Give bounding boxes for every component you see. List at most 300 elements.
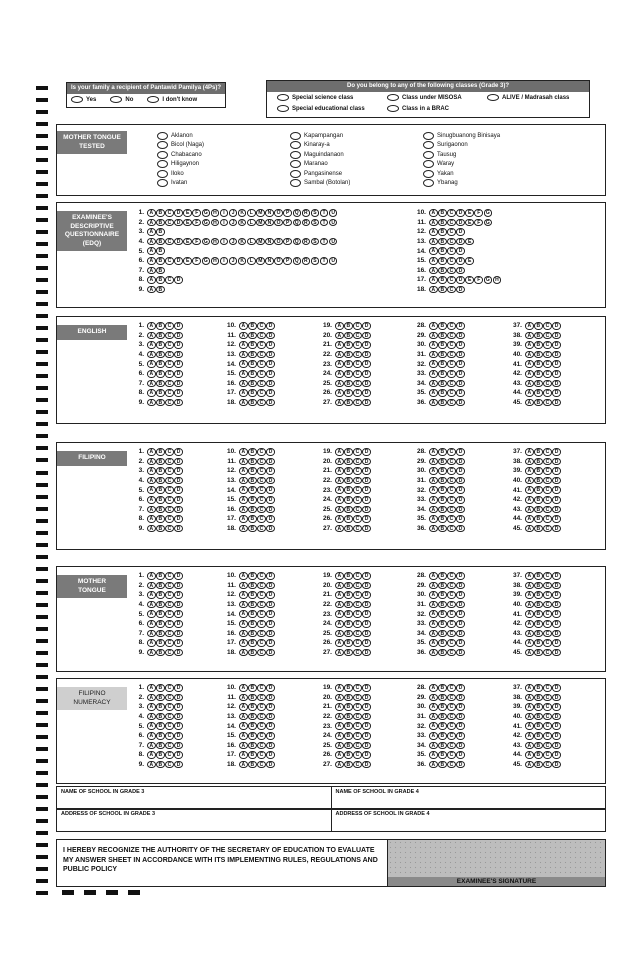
answer-bubble[interactable]: B: [534, 467, 543, 475]
answer-bubble[interactable]: C: [543, 341, 552, 349]
answer-bubble[interactable]: H: [211, 209, 220, 217]
bubble-oval[interactable]: [157, 141, 168, 149]
answer-bubble[interactable]: E: [183, 219, 192, 227]
answer-bubble[interactable]: A: [429, 496, 438, 504]
answer-bubble[interactable]: C: [543, 591, 552, 599]
answer-bubble[interactable]: A: [239, 713, 248, 721]
answer-bubble[interactable]: A: [147, 722, 156, 730]
answer-bubble[interactable]: A: [525, 399, 534, 407]
answer-bubble[interactable]: B: [248, 496, 257, 504]
answer-bubble[interactable]: D: [362, 322, 371, 330]
answer-bubble[interactable]: D: [456, 630, 465, 638]
answer-bubble[interactable]: C: [447, 467, 456, 475]
answer-bubble[interactable]: B: [248, 486, 257, 494]
answer-bubble[interactable]: D: [266, 703, 275, 711]
answer-bubble[interactable]: A: [335, 732, 344, 740]
answer-bubble[interactable]: D: [174, 257, 183, 265]
answer-bubble[interactable]: A: [525, 572, 534, 580]
answer-bubble[interactable]: C: [353, 742, 362, 750]
answer-bubble[interactable]: B: [534, 713, 543, 721]
answer-bubble[interactable]: B: [344, 380, 353, 388]
answer-bubble[interactable]: C: [257, 722, 266, 730]
answer-bubble[interactable]: B: [534, 360, 543, 368]
answer-bubble[interactable]: C: [257, 515, 266, 523]
answer-bubble[interactable]: A: [429, 684, 438, 692]
answer-bubble[interactable]: A: [429, 389, 438, 397]
answer-bubble[interactable]: A: [335, 477, 344, 485]
answer-bubble[interactable]: C: [447, 684, 456, 692]
answer-bubble[interactable]: C: [543, 630, 552, 638]
answer-bubble[interactable]: C: [353, 591, 362, 599]
answer-bubble[interactable]: B: [534, 351, 543, 359]
answer-bubble[interactable]: B: [344, 684, 353, 692]
answer-bubble[interactable]: P: [283, 209, 292, 217]
answer-bubble[interactable]: B: [248, 620, 257, 628]
answer-bubble[interactable]: C: [165, 351, 174, 359]
answer-bubble[interactable]: D: [174, 360, 183, 368]
answer-bubble[interactable]: A: [239, 684, 248, 692]
answer-bubble[interactable]: A: [525, 703, 534, 711]
bubble-oval[interactable]: [423, 160, 434, 168]
answer-bubble[interactable]: A: [239, 722, 248, 730]
answer-bubble[interactable]: C: [165, 360, 174, 368]
answer-bubble[interactable]: C: [447, 341, 456, 349]
answer-bubble[interactable]: C: [257, 572, 266, 580]
answer-bubble[interactable]: B: [438, 694, 447, 702]
answer-bubble[interactable]: B: [156, 751, 165, 759]
answer-bubble[interactable]: B: [438, 525, 447, 533]
answer-bubble[interactable]: B: [156, 380, 165, 388]
answer-bubble[interactable]: B: [344, 515, 353, 523]
answer-bubble[interactable]: A: [429, 219, 438, 227]
answer-bubble[interactable]: B: [438, 713, 447, 721]
answer-bubble[interactable]: U: [329, 238, 338, 246]
answer-bubble[interactable]: B: [534, 601, 543, 609]
answer-bubble[interactable]: T: [320, 238, 329, 246]
answer-bubble[interactable]: A: [335, 380, 344, 388]
answer-bubble[interactable]: B: [438, 496, 447, 504]
answer-bubble[interactable]: A: [429, 694, 438, 702]
language-option[interactable]: [290, 150, 350, 160]
bubble-oval[interactable]: [423, 132, 434, 140]
option-yes[interactable]: [71, 96, 96, 103]
answer-bubble[interactable]: B: [344, 722, 353, 730]
answer-bubble[interactable]: B: [534, 684, 543, 692]
answer-bubble[interactable]: C: [353, 341, 362, 349]
answer-bubble[interactable]: B: [156, 742, 165, 750]
bubble-oval[interactable]: [157, 132, 168, 140]
answer-bubble[interactable]: A: [525, 448, 534, 456]
bubble-oval[interactable]: [290, 151, 301, 159]
answer-bubble[interactable]: D: [456, 742, 465, 750]
answer-bubble[interactable]: A: [147, 257, 156, 265]
answer-bubble[interactable]: C: [543, 448, 552, 456]
answer-bubble[interactable]: D: [552, 525, 561, 533]
answer-bubble[interactable]: A: [147, 506, 156, 514]
answer-bubble[interactable]: A: [147, 703, 156, 711]
answer-bubble[interactable]: A: [239, 591, 248, 599]
answer-bubble[interactable]: T: [320, 219, 329, 227]
answer-bubble[interactable]: F: [192, 238, 201, 246]
answer-bubble[interactable]: B: [534, 332, 543, 340]
answer-bubble[interactable]: A: [525, 458, 534, 466]
answer-bubble[interactable]: C: [353, 506, 362, 514]
answer-bubble[interactable]: B: [156, 591, 165, 599]
answer-bubble[interactable]: B: [156, 247, 165, 255]
answer-bubble[interactable]: C: [543, 360, 552, 368]
answer-bubble[interactable]: B: [438, 209, 447, 217]
answer-bubble[interactable]: C: [447, 219, 456, 227]
answer-bubble[interactable]: A: [525, 370, 534, 378]
answer-bubble[interactable]: D: [552, 380, 561, 388]
answer-bubble[interactable]: E: [465, 219, 474, 227]
answer-bubble[interactable]: A: [147, 380, 156, 388]
answer-bubble[interactable]: E: [465, 257, 474, 265]
answer-bubble[interactable]: D: [174, 399, 183, 407]
answer-bubble[interactable]: D: [174, 620, 183, 628]
answer-bubble[interactable]: C: [543, 620, 552, 628]
answer-bubble[interactable]: A: [239, 761, 248, 769]
answer-bubble[interactable]: B: [438, 732, 447, 740]
answer-bubble[interactable]: A: [239, 525, 248, 533]
answer-bubble[interactable]: D: [456, 486, 465, 494]
answer-bubble[interactable]: A: [239, 458, 248, 466]
answer-bubble[interactable]: B: [534, 639, 543, 647]
answer-bubble[interactable]: D: [266, 448, 275, 456]
answer-bubble[interactable]: D: [552, 370, 561, 378]
answer-bubble[interactable]: I: [220, 238, 229, 246]
answer-bubble[interactable]: C: [447, 228, 456, 236]
answer-bubble[interactable]: A: [429, 506, 438, 514]
answer-bubble[interactable]: P: [283, 219, 292, 227]
answer-bubble[interactable]: A: [335, 496, 344, 504]
answer-bubble[interactable]: B: [156, 722, 165, 730]
answer-bubble[interactable]: C: [165, 496, 174, 504]
answer-bubble[interactable]: C: [165, 458, 174, 466]
answer-bubble[interactable]: K: [238, 209, 247, 217]
answer-bubble[interactable]: C: [353, 370, 362, 378]
answer-bubble[interactable]: C: [257, 322, 266, 330]
answer-bubble[interactable]: C: [353, 761, 362, 769]
answer-bubble[interactable]: B: [344, 694, 353, 702]
answer-bubble[interactable]: F: [192, 209, 201, 217]
bubble-oval[interactable]: [157, 179, 168, 187]
answer-bubble[interactable]: D: [552, 582, 561, 590]
answer-bubble[interactable]: B: [156, 515, 165, 523]
answer-bubble[interactable]: B: [438, 515, 447, 523]
answer-bubble[interactable]: A: [335, 761, 344, 769]
answer-bubble[interactable]: C: [353, 360, 362, 368]
answer-bubble[interactable]: B: [344, 649, 353, 657]
answer-bubble[interactable]: D: [552, 751, 561, 759]
answer-bubble[interactable]: D: [174, 467, 183, 475]
answer-bubble[interactable]: D: [456, 713, 465, 721]
answer-bubble[interactable]: D: [266, 639, 275, 647]
answer-bubble[interactable]: C: [543, 525, 552, 533]
answer-bubble[interactable]: C: [353, 582, 362, 590]
language-option[interactable]: [157, 160, 204, 170]
answer-bubble[interactable]: D: [552, 639, 561, 647]
answer-bubble[interactable]: C: [447, 761, 456, 769]
answer-bubble[interactable]: C: [165, 389, 174, 397]
answer-bubble[interactable]: D: [266, 582, 275, 590]
answer-bubble[interactable]: C: [165, 219, 174, 227]
answer-bubble[interactable]: D: [552, 591, 561, 599]
answer-bubble[interactable]: E: [183, 209, 192, 217]
answer-bubble[interactable]: C: [353, 732, 362, 740]
answer-bubble[interactable]: B: [534, 458, 543, 466]
answer-bubble[interactable]: A: [335, 684, 344, 692]
answer-bubble[interactable]: C: [353, 684, 362, 692]
answer-bubble[interactable]: A: [525, 332, 534, 340]
answer-bubble[interactable]: D: [266, 620, 275, 628]
answer-bubble[interactable]: A: [335, 694, 344, 702]
answer-bubble[interactable]: C: [353, 751, 362, 759]
answer-bubble[interactable]: B: [248, 458, 257, 466]
answer-bubble[interactable]: A: [429, 351, 438, 359]
answer-bubble[interactable]: C: [543, 486, 552, 494]
answer-bubble[interactable]: K: [238, 219, 247, 227]
answer-bubble[interactable]: A: [147, 572, 156, 580]
answer-bubble[interactable]: U: [329, 209, 338, 217]
bubble-oval[interactable]: [110, 96, 122, 103]
answer-bubble[interactable]: A: [147, 247, 156, 255]
answer-bubble[interactable]: A: [525, 486, 534, 494]
answer-bubble[interactable]: D: [362, 761, 371, 769]
answer-bubble[interactable]: C: [447, 751, 456, 759]
answer-bubble[interactable]: D: [362, 732, 371, 740]
answer-bubble[interactable]: B: [438, 267, 447, 275]
answer-bubble[interactable]: D: [456, 467, 465, 475]
answer-bubble[interactable]: B: [534, 591, 543, 599]
answer-bubble[interactable]: D: [362, 684, 371, 692]
answer-bubble[interactable]: D: [174, 591, 183, 599]
answer-bubble[interactable]: C: [257, 351, 266, 359]
answer-bubble[interactable]: H: [493, 276, 502, 284]
answer-bubble[interactable]: A: [429, 639, 438, 647]
answer-bubble[interactable]: B: [534, 572, 543, 580]
answer-bubble[interactable]: A: [239, 649, 248, 657]
answer-bubble[interactable]: A: [335, 332, 344, 340]
answer-bubble[interactable]: A: [335, 322, 344, 330]
bubble-oval[interactable]: [423, 151, 434, 159]
answer-bubble[interactable]: E: [465, 209, 474, 217]
language-option[interactable]: [157, 150, 204, 160]
answer-bubble[interactable]: C: [257, 477, 266, 485]
language-option[interactable]: [290, 141, 350, 151]
answer-bubble[interactable]: B: [156, 525, 165, 533]
answer-bubble[interactable]: I: [220, 219, 229, 227]
answer-bubble[interactable]: D: [266, 351, 275, 359]
answer-bubble[interactable]: A: [429, 467, 438, 475]
answer-bubble[interactable]: D: [552, 620, 561, 628]
answer-bubble[interactable]: B: [248, 649, 257, 657]
answer-bubble[interactable]: A: [239, 515, 248, 523]
answer-bubble[interactable]: D: [362, 399, 371, 407]
answer-bubble[interactable]: C: [447, 525, 456, 533]
answer-bubble[interactable]: D: [174, 389, 183, 397]
answer-bubble[interactable]: B: [344, 341, 353, 349]
answer-bubble[interactable]: D: [174, 458, 183, 466]
answer-bubble[interactable]: C: [447, 610, 456, 618]
answer-bubble[interactable]: B: [534, 448, 543, 456]
answer-bubble[interactable]: A: [335, 389, 344, 397]
answer-bubble[interactable]: B: [156, 601, 165, 609]
answer-bubble[interactable]: D: [266, 496, 275, 504]
answer-bubble[interactable]: B: [156, 761, 165, 769]
answer-bubble[interactable]: A: [239, 486, 248, 494]
answer-bubble[interactable]: B: [534, 496, 543, 504]
answer-bubble[interactable]: D: [552, 732, 561, 740]
answer-bubble[interactable]: D: [552, 399, 561, 407]
answer-bubble[interactable]: A: [147, 496, 156, 504]
answer-bubble[interactable]: B: [248, 399, 257, 407]
answer-bubble[interactable]: C: [447, 649, 456, 657]
answer-bubble[interactable]: D: [456, 228, 465, 236]
answer-bubble[interactable]: C: [543, 380, 552, 388]
answer-bubble[interactable]: D: [362, 610, 371, 618]
bubble-oval[interactable]: [277, 94, 289, 101]
answer-bubble[interactable]: C: [165, 209, 174, 217]
option-special-educational[interactable]: [277, 105, 387, 112]
answer-bubble[interactable]: A: [147, 286, 156, 294]
answer-bubble[interactable]: D: [362, 525, 371, 533]
answer-bubble[interactable]: A: [239, 360, 248, 368]
answer-bubble[interactable]: B: [438, 238, 447, 246]
answer-bubble[interactable]: C: [447, 601, 456, 609]
answer-bubble[interactable]: D: [266, 751, 275, 759]
answer-bubble[interactable]: C: [353, 703, 362, 711]
answer-bubble[interactable]: D: [266, 694, 275, 702]
answer-bubble[interactable]: C: [353, 722, 362, 730]
answer-bubble[interactable]: D: [362, 332, 371, 340]
answer-bubble[interactable]: A: [525, 389, 534, 397]
answer-bubble[interactable]: C: [353, 467, 362, 475]
answer-bubble[interactable]: B: [344, 322, 353, 330]
answer-bubble[interactable]: B: [534, 486, 543, 494]
answer-bubble[interactable]: C: [165, 582, 174, 590]
answer-bubble[interactable]: L: [247, 219, 256, 227]
answer-bubble[interactable]: C: [353, 649, 362, 657]
answer-bubble[interactable]: A: [525, 601, 534, 609]
answer-bubble[interactable]: A: [429, 209, 438, 217]
answer-bubble[interactable]: A: [147, 467, 156, 475]
answer-bubble[interactable]: D: [362, 694, 371, 702]
answer-bubble[interactable]: D: [456, 257, 465, 265]
answer-bubble[interactable]: C: [353, 713, 362, 721]
answer-bubble[interactable]: C: [447, 380, 456, 388]
answer-bubble[interactable]: B: [534, 620, 543, 628]
answer-bubble[interactable]: B: [438, 620, 447, 628]
answer-bubble[interactable]: A: [429, 360, 438, 368]
answer-bubble[interactable]: C: [543, 467, 552, 475]
answer-bubble[interactable]: D: [266, 630, 275, 638]
answer-bubble[interactable]: D: [456, 332, 465, 340]
answer-bubble[interactable]: B: [534, 649, 543, 657]
answer-bubble[interactable]: A: [525, 732, 534, 740]
answer-bubble[interactable]: B: [438, 399, 447, 407]
answer-bubble[interactable]: L: [247, 209, 256, 217]
answer-bubble[interactable]: C: [543, 332, 552, 340]
option-special-science[interactable]: [277, 94, 387, 101]
answer-bubble[interactable]: B: [344, 389, 353, 397]
answer-bubble[interactable]: D: [552, 448, 561, 456]
answer-bubble[interactable]: B: [248, 360, 257, 368]
answer-bubble[interactable]: A: [525, 351, 534, 359]
answer-bubble[interactable]: B: [344, 399, 353, 407]
answer-bubble[interactable]: D: [266, 572, 275, 580]
answer-bubble[interactable]: C: [353, 477, 362, 485]
answer-bubble[interactable]: B: [438, 219, 447, 227]
answer-bubble[interactable]: B: [534, 751, 543, 759]
answer-bubble[interactable]: A: [429, 525, 438, 533]
answer-bubble[interactable]: B: [248, 732, 257, 740]
answer-bubble[interactable]: B: [438, 458, 447, 466]
answer-bubble[interactable]: B: [248, 525, 257, 533]
answer-bubble[interactable]: D: [362, 351, 371, 359]
answer-bubble[interactable]: D: [456, 639, 465, 647]
answer-bubble[interactable]: C: [257, 694, 266, 702]
answer-bubble[interactable]: C: [447, 477, 456, 485]
answer-bubble[interactable]: D: [362, 722, 371, 730]
answer-bubble[interactable]: B: [248, 703, 257, 711]
answer-bubble[interactable]: A: [239, 341, 248, 349]
answer-bubble[interactable]: B: [438, 684, 447, 692]
answer-bubble[interactable]: D: [456, 360, 465, 368]
answer-bubble[interactable]: A: [335, 370, 344, 378]
answer-bubble[interactable]: C: [543, 722, 552, 730]
answer-bubble[interactable]: F: [474, 276, 483, 284]
answer-bubble[interactable]: B: [344, 620, 353, 628]
answer-bubble[interactable]: D: [174, 370, 183, 378]
answer-bubble[interactable]: B: [248, 515, 257, 523]
answer-bubble[interactable]: D: [266, 341, 275, 349]
answer-bubble[interactable]: A: [335, 399, 344, 407]
answer-bubble[interactable]: D: [456, 496, 465, 504]
answer-bubble[interactable]: A: [239, 351, 248, 359]
school-name-grade3[interactable]: [57, 787, 331, 809]
answer-bubble[interactable]: C: [257, 610, 266, 618]
answer-bubble[interactable]: D: [552, 761, 561, 769]
answer-bubble[interactable]: B: [438, 380, 447, 388]
answer-bubble[interactable]: A: [239, 380, 248, 388]
answer-bubble[interactable]: D: [456, 694, 465, 702]
answer-bubble[interactable]: D: [362, 582, 371, 590]
answer-bubble[interactable]: C: [353, 351, 362, 359]
answer-bubble[interactable]: A: [147, 684, 156, 692]
answer-bubble[interactable]: A: [335, 351, 344, 359]
answer-bubble[interactable]: R: [302, 257, 311, 265]
answer-bubble[interactable]: D: [174, 713, 183, 721]
answer-bubble[interactable]: A: [429, 582, 438, 590]
answer-bubble[interactable]: A: [147, 209, 156, 217]
language-option[interactable]: [290, 131, 350, 141]
answer-bubble[interactable]: C: [257, 506, 266, 514]
answer-bubble[interactable]: D: [456, 591, 465, 599]
answer-bubble[interactable]: B: [438, 448, 447, 456]
answer-bubble[interactable]: B: [344, 639, 353, 647]
answer-bubble[interactable]: B: [248, 591, 257, 599]
answer-bubble[interactable]: A: [147, 458, 156, 466]
answer-bubble[interactable]: D: [174, 732, 183, 740]
answer-bubble[interactable]: D: [174, 742, 183, 750]
language-option[interactable]: [157, 131, 204, 141]
answer-bubble[interactable]: D: [266, 370, 275, 378]
answer-bubble[interactable]: D: [174, 515, 183, 523]
answer-bubble[interactable]: C: [257, 601, 266, 609]
answer-bubble[interactable]: A: [147, 486, 156, 494]
answer-bubble[interactable]: C: [257, 370, 266, 378]
